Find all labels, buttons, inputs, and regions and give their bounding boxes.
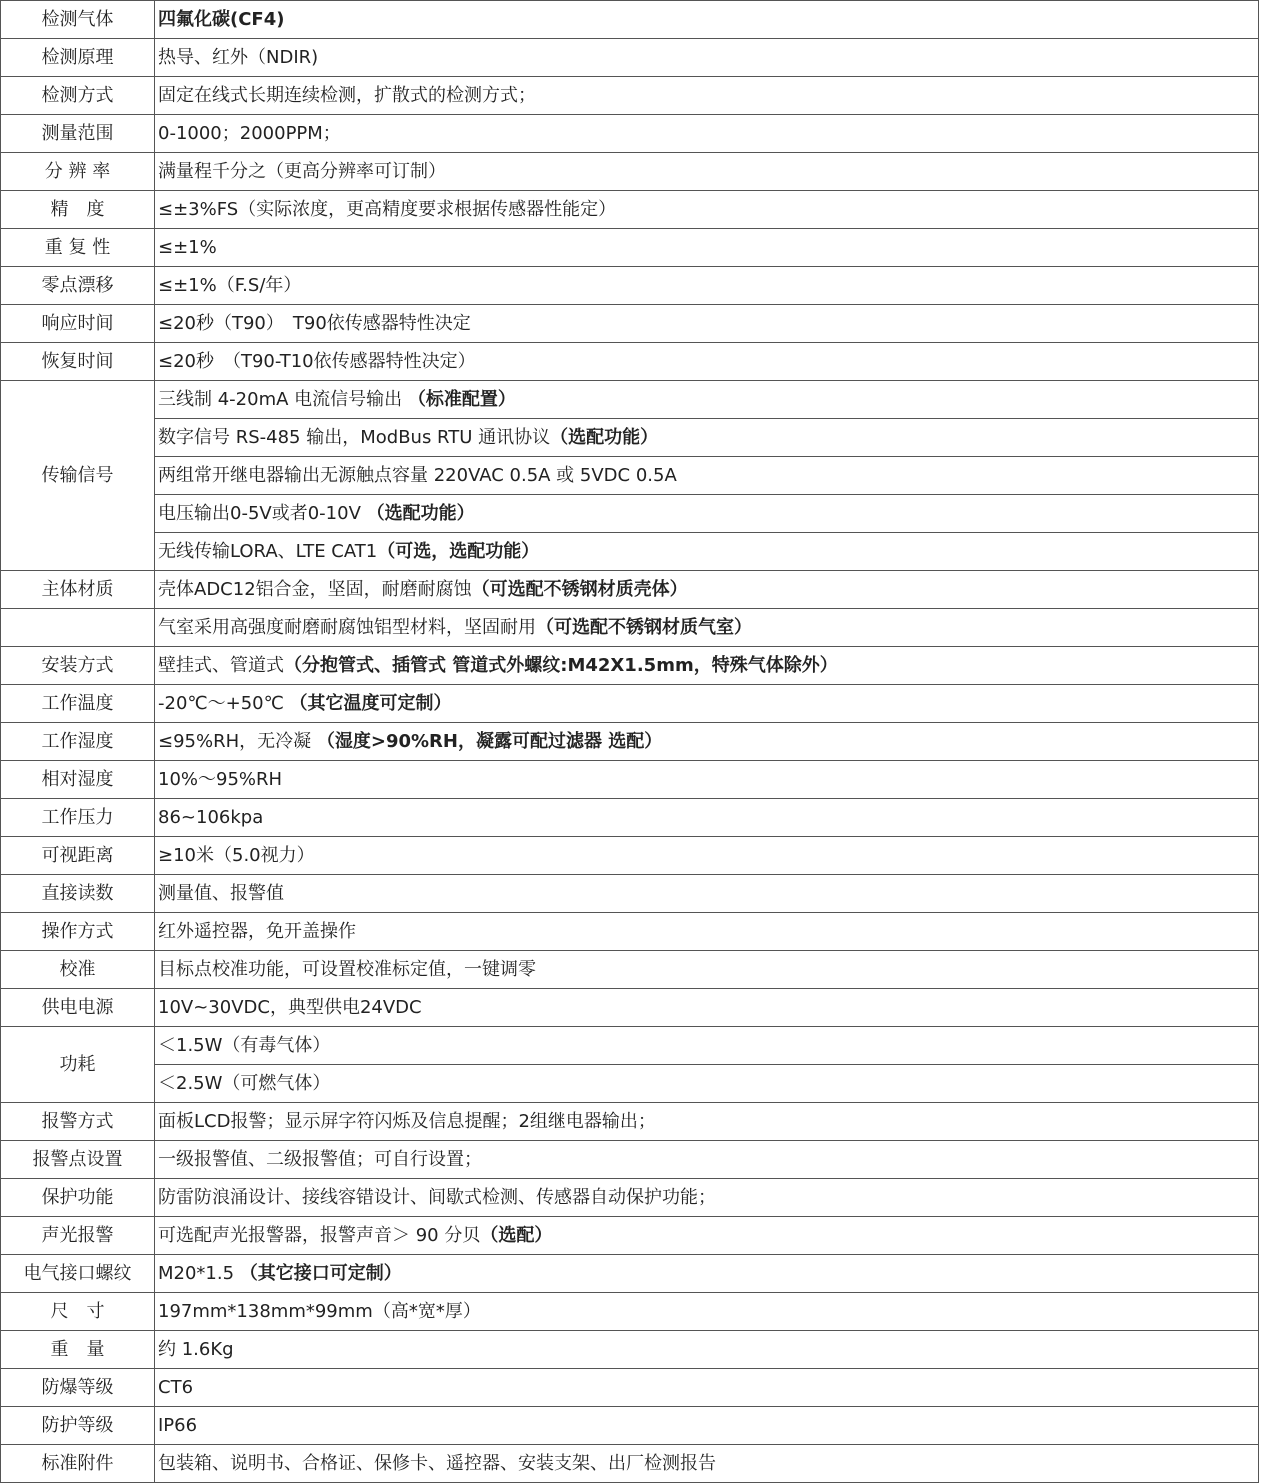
spec-value-text: 可选配声光报警器，报警声音＞ 90 分贝 [158,1224,481,1246]
spec-value-note: （其它接口可定制） [239,1262,402,1284]
spec-value-text: 数字信号 RS-485 输出，ModBus RTU 通讯协议 [158,426,551,448]
spec-value-text: 测量值、报警值 [158,882,284,904]
spec-label: 零点漂移 [1,267,155,305]
table-row [1,799,1259,837]
spec-label: 功耗 [1,1027,155,1103]
spec-value-text: 满量程千分之（更高分辨率可订制） [158,160,446,182]
spec-value [155,457,1259,495]
spec-label: 重 量 [1,1331,155,1369]
spec-value [155,1179,1259,1217]
spec-value [155,1255,1259,1293]
table-row [1,1027,1259,1065]
table-row [1,1293,1259,1331]
table-row [1,875,1259,913]
spec-value [155,1407,1259,1445]
spec-value [155,1331,1259,1369]
spec-label: 传输信号 [1,381,155,571]
spec-value [155,495,1259,533]
spec-value-text: 0-1000；2000PPM； [158,122,341,144]
table-row [1,419,1259,457]
table-row [1,1445,1259,1483]
spec-value-note: （选配） [480,1224,553,1246]
spec-value [155,533,1259,571]
table-row [1,1141,1259,1179]
spec-value-text: 三线制 4-20mA 电流信号输出 [158,388,408,410]
spec-value-text: ≤±1%（F.S/年） [158,274,302,296]
spec-label: 恢复时间 [1,343,155,381]
table-row [1,191,1259,229]
spec-value-text: 包装箱、说明书、合格证、保修卡、遥控器、安装支架、出厂检测报告 [158,1452,716,1474]
table-row [1,1,1259,39]
spec-value-text: 两组常开继电器输出无源触点容量 220VAC 0.5A 或 5VDC 0.5A [158,464,677,486]
spec-value [155,685,1259,723]
spec-value-text: 目标点校准功能，可设置校准标定值，一键调零 [158,958,536,980]
spec-value-text: 10V~30VDC，典型供电24VDC [158,996,422,1018]
spec-value-note: （其它温度可定制） [289,692,452,714]
spec-value-note: （可选，选配功能） [377,540,540,562]
spec-value [155,115,1259,153]
spec-label: 分 辨 率 [1,153,155,191]
spec-value-text: ≥10米（5.0视力） [158,844,315,866]
spec-value-text: M20*1.5 [158,1262,240,1284]
spec-label: 保护功能 [1,1179,155,1217]
spec-value [155,913,1259,951]
table-row [1,381,1259,419]
spec-label: 报警方式 [1,1103,155,1141]
table-row [1,457,1259,495]
table-row [1,153,1259,191]
spec-value [155,761,1259,799]
spec-value-note: （标准配置） [407,388,516,410]
spec-value [155,571,1259,609]
spec-value-text: -20℃～+50℃ [158,692,290,714]
spec-value [155,153,1259,191]
spec-label: 检测原理 [1,39,155,77]
spec-label: 尺 寸 [1,1293,155,1331]
spec-value-text: ≤±1% [158,236,217,258]
spec-label: 校准 [1,951,155,989]
spec-value-text: 热导、红外（NDIR) [158,46,319,68]
spec-value [155,419,1259,457]
spec-label: 相对湿度 [1,761,155,799]
spec-value-note: （选配功能） [550,426,659,448]
spec-value [155,1,1259,39]
spec-value [155,1293,1259,1331]
spec-label: 工作温度 [1,685,155,723]
spec-value [155,875,1259,913]
spec-value [155,191,1259,229]
spec-value-text: 面板LCD报警；显示屏字符闪烁及信息提醒；2组继电器输出； [158,1110,656,1132]
table-row [1,913,1259,951]
spec-value-text: 无线传输LORA、LTE CAT1 [158,540,378,562]
table-row [1,77,1259,115]
spec-value-note: （分抱管式、插管式 管道式外螺纹:M42X1.5mm，特殊气体除外） [284,654,838,676]
table-row [1,571,1259,609]
spec-value [155,39,1259,77]
spec-label: 声光报警 [1,1217,155,1255]
table-row [1,229,1259,267]
spec-value [155,951,1259,989]
spec-value [155,647,1259,685]
spec-label: 检测气体 [1,1,155,39]
spec-label: 响应时间 [1,305,155,343]
spec-value-text: ≤95%RH，无冷凝 [158,730,317,752]
spec-value-text: 气室采用高强度耐磨耐腐蚀铝型材料，坚固耐用 [158,616,536,638]
spec-value [155,305,1259,343]
spec-value-text: 约 1.6Kg [158,1338,234,1360]
spec-value [155,1369,1259,1407]
spec-value [155,989,1259,1027]
table-row [1,989,1259,1027]
spec-value [155,1445,1259,1483]
table-row [1,115,1259,153]
table-row [1,1255,1259,1293]
spec-value-text: 壁挂式、管道式 [158,654,284,676]
spec-value-text: ≤±3%FS（实际浓度，更高精度要求根据传感器性能定） [158,198,617,220]
table-row [1,761,1259,799]
spec-value-text: 防雷防浪涌设计、接线容错设计、间歇式检测、传感器自动保护功能； [158,1186,716,1208]
table-row [1,1103,1259,1141]
spec-label: 标准附件 [1,1445,155,1483]
table-row [1,837,1259,875]
spec-value-note: （湿度>90%RH，凝露可配过滤器 选配） [316,730,663,752]
spec-label: 主体材质 [1,571,155,609]
spec-value-text: ≤20秒 （T90-T10依传感器特性决定） [158,350,476,372]
spec-value-text: 一级报警值、二级报警值；可自行设置； [158,1148,482,1170]
spec-value-text: ＜1.5W（有毒气体） [158,1034,331,1056]
spec-value [155,1103,1259,1141]
table-row [1,343,1259,381]
table-row [1,951,1259,989]
spec-label: 电气接口螺纹 [1,1255,155,1293]
table-row [1,533,1259,571]
spec-value [155,1065,1259,1103]
spec-value-note: （可选配不锈钢材质壳体） [471,578,688,600]
table-row [1,723,1259,761]
spec-value [155,1027,1259,1065]
spec-label: 工作压力 [1,799,155,837]
table-row [1,1407,1259,1445]
spec-value-text: 固定在线式长期连续检测，扩散式的检测方式； [158,84,536,106]
spec-value [155,77,1259,115]
spec-value-text: CT6 [158,1376,194,1398]
spec-value [155,723,1259,761]
table-row [1,305,1259,343]
spec-value [155,609,1259,647]
spec-value [155,343,1259,381]
spec-label: 防爆等级 [1,1369,155,1407]
spec-label: 检测方式 [1,77,155,115]
spec-value-text: ＜2.5W（可燃气体） [158,1072,331,1094]
spec-value-note: （可选配不锈钢材质气室） [536,616,752,638]
spec-label: 测量范围 [1,115,155,153]
spec-value-text: ≤20秒（T90） T90依传感器特性决定 [158,312,471,334]
spec-value [155,799,1259,837]
table-row [1,39,1259,77]
spec-label [1,609,155,647]
spec-value [155,837,1259,875]
spec-value-note: 四氟化碳(CF4) [158,8,285,30]
spec-value-text: IP66 [158,1414,198,1436]
spec-label: 操作方式 [1,913,155,951]
spec-label: 安装方式 [1,647,155,685]
spec-label: 直接读数 [1,875,155,913]
spec-label: 精 度 [1,191,155,229]
spec-value [155,381,1259,419]
table-row [1,609,1259,647]
table-row [1,1065,1259,1103]
spec-value-text: 197mm*138mm*99mm（高*宽*厚） [158,1300,481,1322]
spec-value [155,1217,1259,1255]
table-row [1,647,1259,685]
spec-label: 防护等级 [1,1407,155,1445]
spec-label: 重 复 性 [1,229,155,267]
spec-value [155,229,1259,267]
spec-value [155,267,1259,305]
spec-label: 可视距离 [1,837,155,875]
spec-value-text: 壳体ADC12铝合金，坚固，耐磨耐腐蚀 [158,578,472,600]
spec-label: 供电电源 [1,989,155,1027]
table-row [1,1369,1259,1407]
spec-value-text: 86~106kpa [158,806,264,828]
spec-value-text: 红外遥控器，免开盖操作 [158,920,356,942]
table-row [1,495,1259,533]
table-row [1,1331,1259,1369]
spec-value-note: （选配功能） [366,502,475,524]
spec-value-text: 10%～95%RH [158,768,283,790]
spec-value [155,1141,1259,1179]
table-row [1,685,1259,723]
spec-label: 报警点设置 [1,1141,155,1179]
table-row [1,1217,1259,1255]
spec-label: 工作湿度 [1,723,155,761]
table-row [1,267,1259,305]
spec-table-body [1,1,1259,1483]
spec-value-text: 电压输出0-5V或者0-10V [158,502,367,524]
table-row [1,1179,1259,1217]
